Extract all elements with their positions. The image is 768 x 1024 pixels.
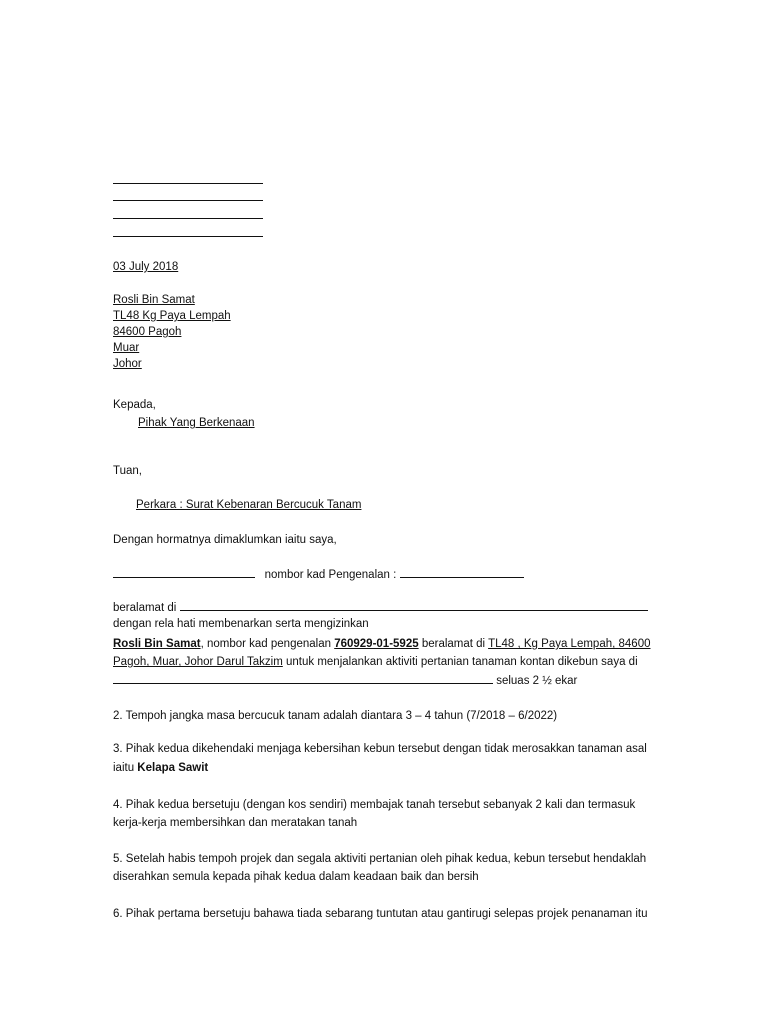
clause-5-line-1: 5. Setelah habis tempoh projek dan segala aktiviti pertanian oleh pihak kedua, kebun tersebut hendaklah [113,853,647,865]
clause-3-crop: Kelapa Sawit [137,762,209,774]
blank-line-4 [113,236,263,237]
recipient-name: Pihak Yang Berkenaan [138,417,255,429]
grantee-line-3 [113,672,577,689]
land-area: seluas 2 ½ ekar [496,675,578,687]
clause-6-line-1: 6. Pihak pertama bersetuju bahawa tiada sebarang tuntutan atau gantirugi selepas projek penanaman itu [113,908,648,920]
sender-address-1: TL48 Kg Paya Lempah [113,310,231,322]
name-blank [113,566,255,578]
grantee-text-3: untuk menjalankan aktiviti pertanian tanaman kontan dikebun saya di [282,656,638,668]
sender-address-2: 84600 Pagoh [113,326,182,338]
blank-line-1 [113,183,263,184]
clause-3-line-2 [113,760,208,776]
salutation: Tuan, [113,465,142,477]
grantee-line-2 [113,654,638,670]
clause-4-line-1: 4. Pihak kedua bersetuju (dengan kos sendiri) membajak tanah tersebut sebanyak 2 kali dan termasuk [113,799,636,811]
address-blank [180,599,648,611]
address-label: beralamat di [113,602,177,614]
clause-3-line-1: 3. Pihak kedua dikehendaki menjaga kebersihan kebun tersebut dengan tidak merosakkan tanaman asal [113,743,647,755]
intro-text: Dengan hormatnya dimaklumkan iaitu saya, [113,534,337,546]
letter-date: 03 July 2018 [113,261,179,273]
clause-2: 2. Tempoh jangka masa bercucuk tanam adalah diantara 3 – 4 tahun (7/2018 – 6/2022) [113,710,558,722]
grantee-name: Rosli Bin Samat [113,638,201,650]
clause-5-line-2: diserahkan semula kepada pihak kedua dalam keadaan baik dan bersih [113,871,479,883]
grantee-address-a: TL48 , Kg Paya Lempah, 84600 [488,638,651,650]
blank-line-3 [113,218,263,219]
land-location-blank [113,672,493,684]
grantee-text-1: , nombor kad pengenalan [200,638,335,650]
blank-line-2 [113,200,263,201]
recipient-label: Kepada, [113,399,156,411]
id-line [113,566,524,583]
address-line [113,599,648,616]
id-blank [400,566,524,578]
grantee-address-b: Pagoh, Muar, Johor Darul Takzim [113,656,283,668]
grantee-text-2: beralamat di [418,638,489,650]
clause-4-line-2: kerja-kerja membersihkan dan meratakan tanah [113,817,358,829]
sender-city: Muar [113,342,140,354]
sender-name: Rosli Bin Samat [113,294,195,306]
clause-3-prefix: iaitu [113,762,138,774]
id-label-text: nombor kad Pengenalan : [264,569,397,581]
sender-state: Johor [113,358,142,370]
grantee-ic: 760929-01-5925 [334,638,419,650]
grantee-line-1 [113,636,651,652]
subject-line: Perkara : Surat Kebenaran Bercucuk Tanam [136,499,362,511]
consent-text: dengan rela hati membenarkan serta mengizinkan [113,618,369,630]
